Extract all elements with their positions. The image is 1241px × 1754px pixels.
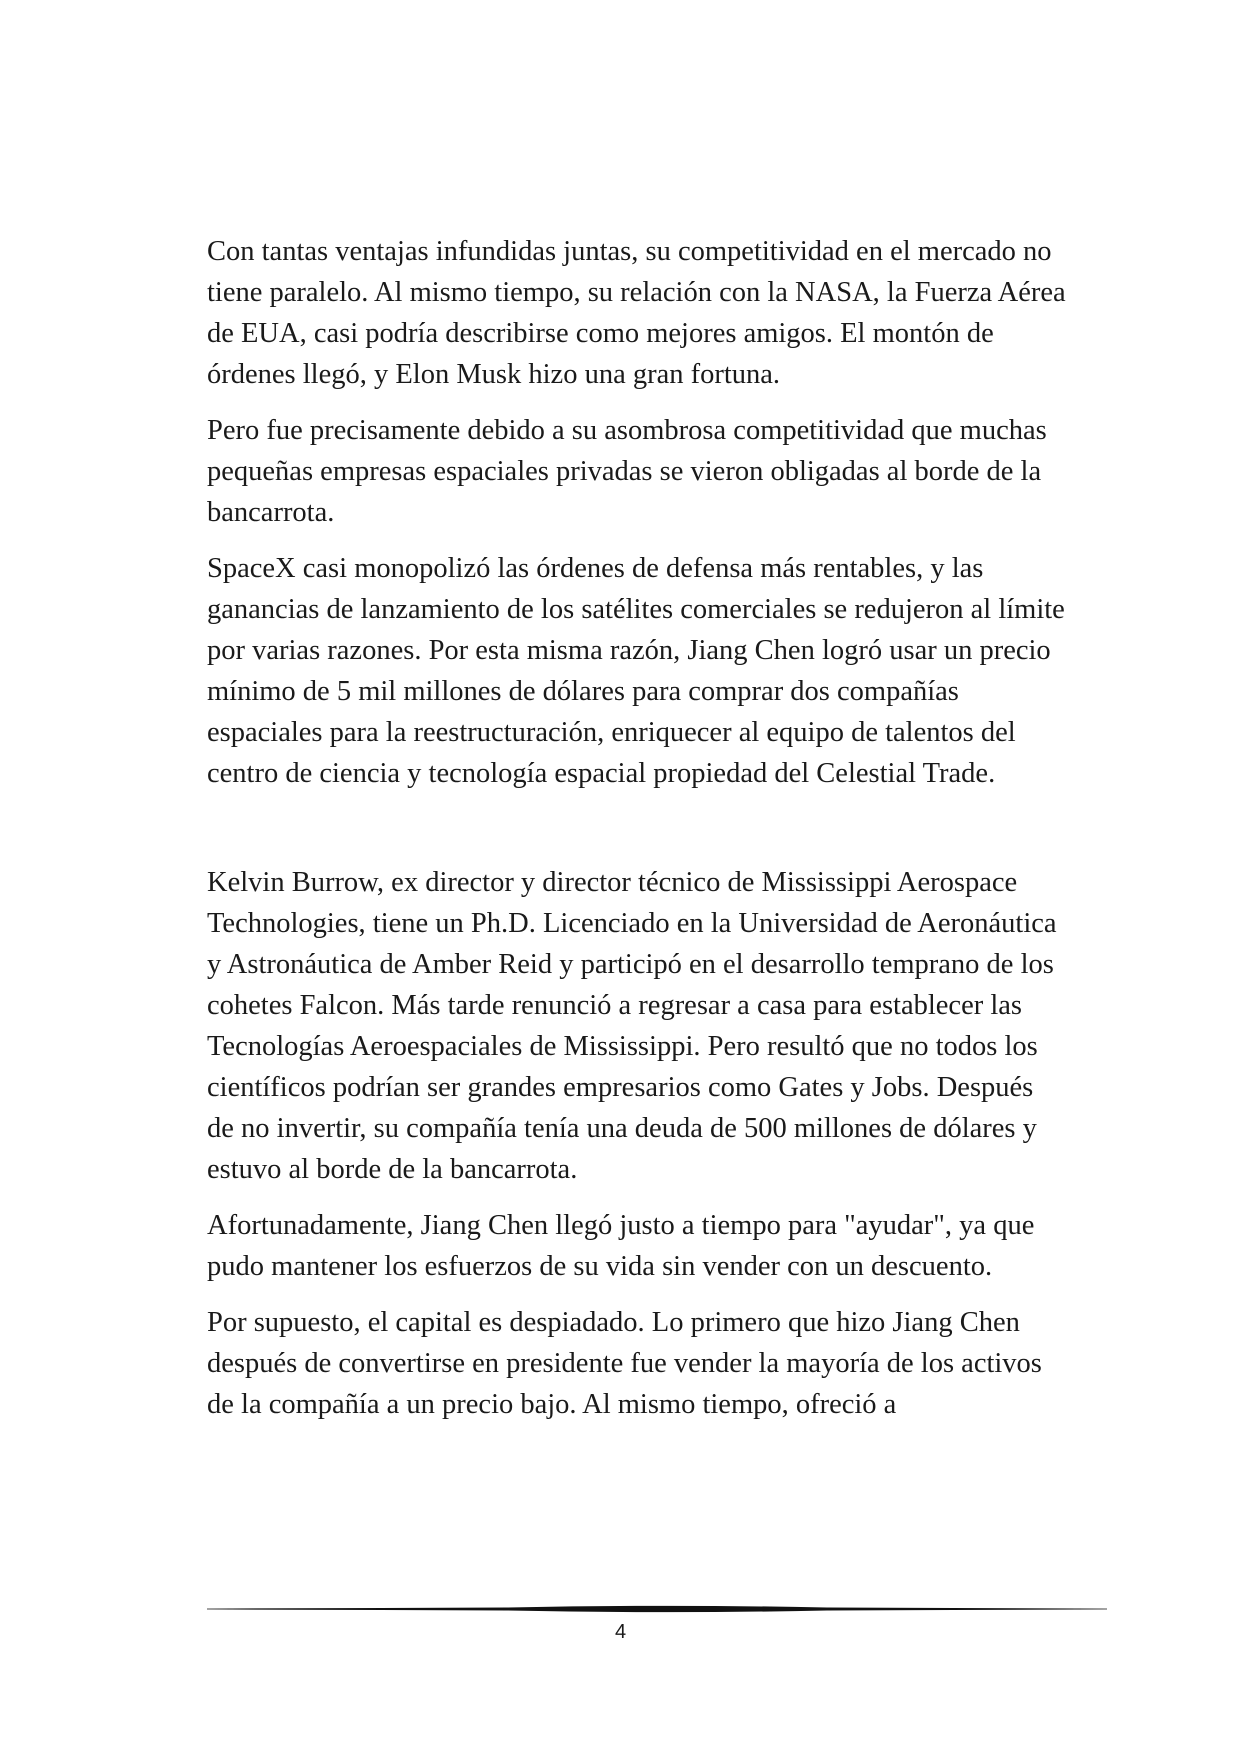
paragraph-4: Kelvin Burrow, ex director y director técnico de Mississippi Aerospace Technologies, tiene un Ph.D. Licenciado en la Universidad de Aeronáutica y Astronáutica de Amber Reid y participó en el desarrollo temprano de los cohetes Falcon. Más tarde renunció a regresar a casa para establecer las Tecnologías Aeroespaciales de Mississippi. Pero resultó que no todos los científicos podrían ser grandes empresarios como Gates y Jobs. Después de no invertir, su compañía tenía una deuda de 500 millones de dólares y estuvo al borde de la bancarrota.	[207, 867, 1057, 1185]
paragraph-1: Con tantas ventajas infundidas juntas, su competitividad en el mercado no tiene paralelo. Al mismo tiempo, su relación con la NASA, la Fuerza Aérea de EUA, casi podría describirse como mejores amigos. El montón de órdenes llegó, y Elon Musk hizo una gran fortuna.	[207, 236, 1066, 390]
page-number: 4	[614, 1621, 627, 1643]
paragraph-5: Afortunadamente, Jiang Chen llegó justo a tiempo para "ayudar", ya que pudo mantener los esfuerzos de su vida sin vender con un descuento.	[207, 1210, 1035, 1282]
paragraph-2: Pero fue precisamente debido a su asombrosa competitividad que muchas pequeñas empresas espaciales privadas se vieron obligadas al borde de la bancarrota.	[207, 415, 1047, 528]
footer-rule	[207, 1601, 1107, 1617]
paragraph-6: Por supuesto, el capital es despiadado. Lo primero que hizo Jiang Chen después de convertirse en presidente fue vender la mayoría de los activos de la compañía a un precio bajo. Al mismo tiempo, ofreció a	[207, 1307, 1042, 1420]
paragraph-3: SpaceX casi monopolizó las órdenes de defensa más rentables, y las ganancias de lanzamiento de los satélites comerciales se redujeron al límite por varias razones. Por esta misma razón, Jiang Chen logró usar un precio mínimo de 5 mil millones de dólares para comprar dos compañías espaciales para la reestructuración, enriquecer al equipo de talentos del centro de ciencia y tecnología espacial propiedad del Celestial Trade.	[207, 553, 1065, 789]
body-text	[207, 231, 1067, 1440]
